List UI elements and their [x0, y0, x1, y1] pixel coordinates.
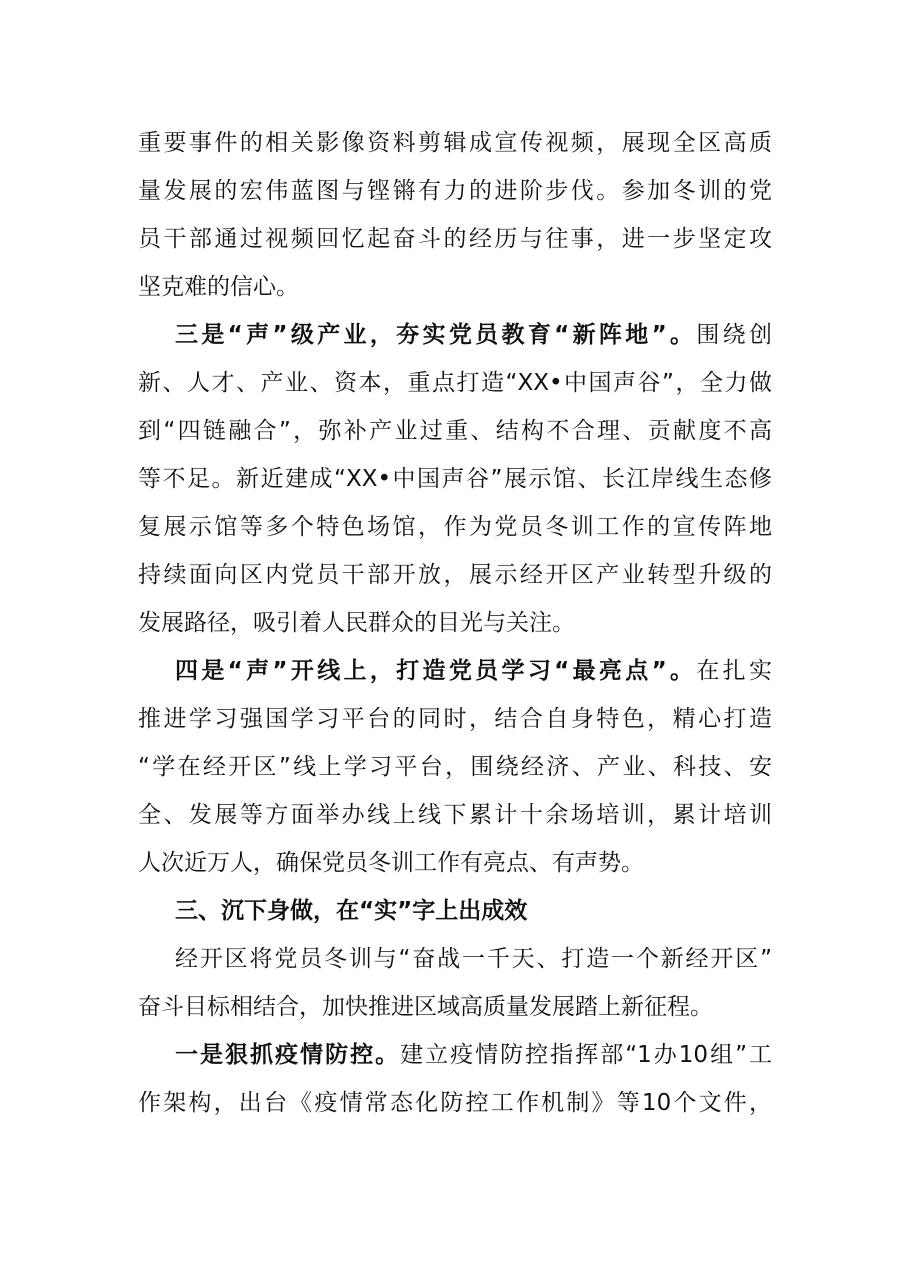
- paragraph-3-line-4: 全、发展等方面举办线上线下累计十余场培训，累计培训: [138, 802, 772, 828]
- paragraph-2-line-2: 新、人才、产业、资本，重点打造“XX•中国声谷”，全力做: [138, 370, 772, 396]
- paragraph-4-line-1: 经开区将党员冬训与“奋战一千天、打造一个新经开区”: [175, 946, 772, 972]
- paragraph-2-lead: 三是“声”级产业，夯实党员教育“新阵地”。: [175, 322, 697, 348]
- paragraph-3-line-3: “学在经开区”线上学习平台，围绕经济、产业、科技、安: [138, 754, 772, 780]
- paragraph-3-lead: 四是“声”开线上，打造党员学习“最亮点”。: [175, 658, 697, 684]
- paragraph-2-line-7: 发展路径，吸引着人民群众的目光与关注。: [138, 610, 575, 636]
- paragraph-5-line-1-text: 建立疫情防控指挥部“1办10组”工: [400, 1042, 773, 1068]
- paragraph-5-line-1: [175, 1038, 772, 1072]
- paragraph-2-line-1-text: 围绕创: [696, 322, 772, 348]
- paragraph-3-line-2: 推进学习强国学习平台的同时，结合自身特色，精心打造: [138, 706, 772, 732]
- paragraph-2-line-3: 到“四链融合”，弥补产业过重、结构不合理、贡献度不高: [138, 418, 772, 444]
- paragraph-5-line-2: 作架构，出台《疫情常态化防控工作机制》等10个文件，: [138, 1090, 772, 1116]
- paragraph-2-line-5: 复展示馆等多个特色场馆，作为党员冬训工作的宣传阵地: [138, 514, 772, 540]
- paragraph-3-line-1: [175, 654, 772, 688]
- paragraph-1-line-2: 量发展的宏伟蓝图与铿锵有力的进阶步伐。参加冬训的党: [138, 178, 772, 204]
- paragraph-2-line-4: 等不足。新近建成“XX•中国声谷”展示馆、长江岸线生态修: [138, 466, 772, 492]
- section-heading: 三、沉下身做，在“实”字上出成效: [175, 898, 528, 924]
- paragraph-1-line-1: 重要事件的相关影像资料剪辑成宣传视频，展现全区高质: [138, 130, 772, 156]
- paragraph-1-line-4: 坚克难的信心。: [138, 274, 299, 300]
- paragraph-3-line-5: 人次近万人，确保党员冬训工作有亮点、有声势。: [138, 850, 644, 876]
- paragraph-5-lead: 一是狠抓疫情防控。: [175, 1042, 401, 1068]
- paragraph-2-line-1: [175, 318, 772, 352]
- paragraph-2-line-6: 持续面向区内党员干部开放，展示经开区产业转型升级的: [138, 562, 772, 588]
- paragraph-4-line-2: 奋斗目标相结合，加快推进区域高质量发展踏上新征程。: [138, 994, 713, 1020]
- paragraph-3-line-1-text: 在扎实: [696, 658, 772, 684]
- paragraph-1-line-3: 员干部通过视频回忆起奋斗的经历与往事，进一步坚定攻: [138, 226, 772, 252]
